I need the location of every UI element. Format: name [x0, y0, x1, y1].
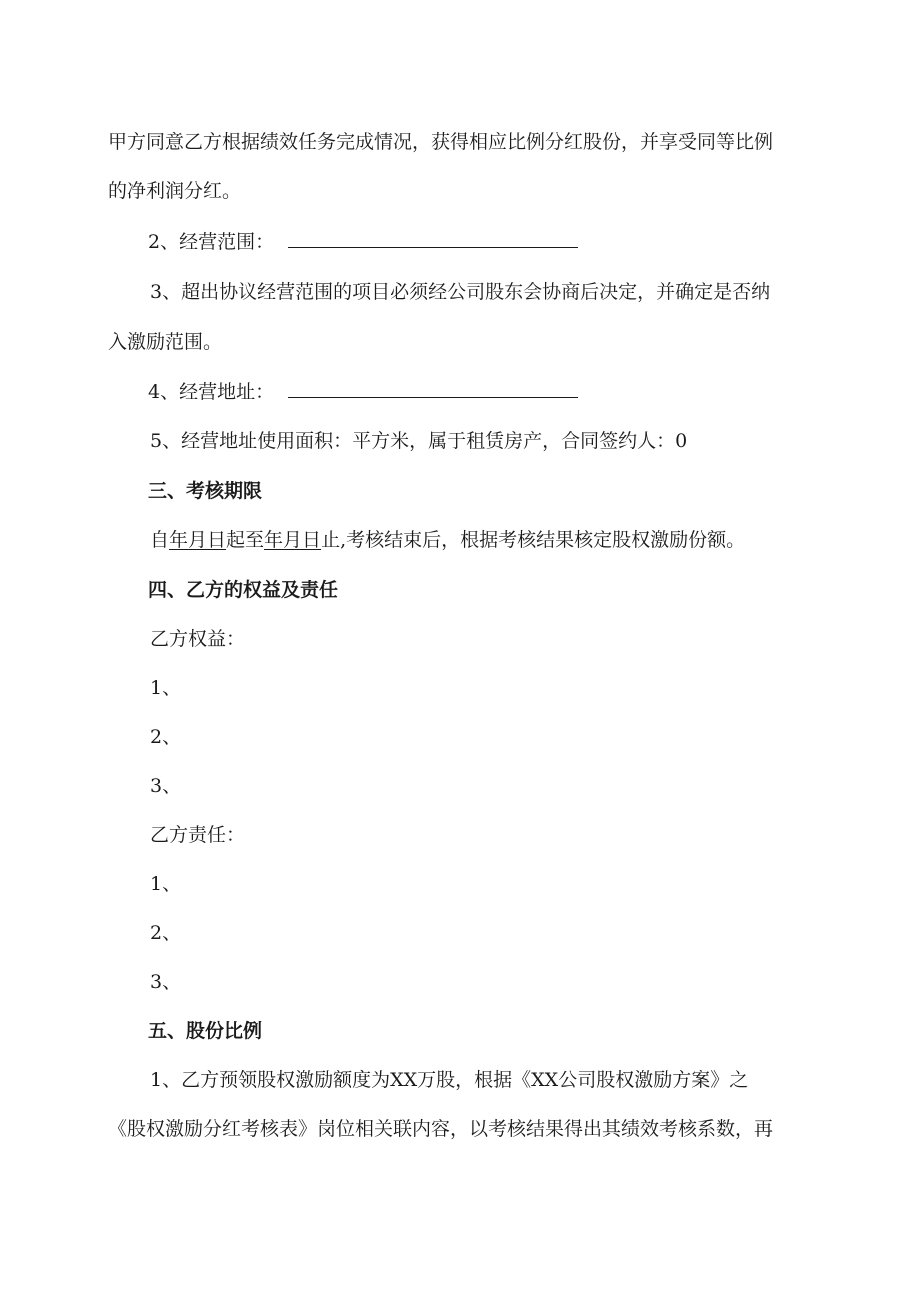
start-date-blank: 年月日 — [169, 529, 227, 551]
business-address-item — [148, 380, 578, 404]
list-item: 3、 — [150, 971, 182, 993]
text-fragment: 自 — [150, 529, 170, 551]
paragraph-line: 《股权激励分红考核表》岗位相关联内容，以考核结果得出其绩效考核系数，再 — [108, 1118, 774, 1140]
paragraph-line: 的净利润分红。 — [108, 180, 242, 202]
text-fragment: 止,考核结束后，根据考核结果核定股权激励份额。 — [321, 529, 746, 551]
text-fragment: 起至 — [226, 529, 265, 551]
assessment-period-text — [150, 528, 745, 552]
business-address-label: 4、经营地址： — [148, 381, 275, 403]
list-item: 1、 — [150, 677, 182, 699]
paragraph-line: 入激励范围。 — [108, 331, 223, 353]
list-item: 3、 — [150, 775, 182, 797]
end-date-blank: 年月日 — [264, 529, 322, 551]
list-item: 1、 — [150, 873, 182, 895]
section-heading: 四、乙方的权益及责任 — [148, 579, 339, 601]
paragraph-line: 5、经营地址使用面积：平方米，属于租赁房产，合同签约人：0 — [150, 430, 688, 452]
paragraph-line: 3、超出协议经营范围的项目必须经公司股东会协商后决定，并确定是否纳 — [150, 281, 771, 303]
paragraph-line: 甲方同意乙方根据绩效任务完成情况，获得相应比例分红股份，并享受同等比例 — [108, 131, 774, 153]
section-heading: 五、股份比例 — [148, 1020, 263, 1042]
business-scope-blank — [288, 231, 578, 248]
list-item: 2、 — [150, 922, 182, 944]
section-heading: 三、考核期限 — [148, 480, 263, 502]
business-scope-label: 2、经营范围： — [148, 231, 275, 253]
paragraph-line: 1、乙方预领股权激励额度为XX万股，根据《XX公司股权激励方案》之 — [150, 1069, 749, 1091]
list-item: 2、 — [150, 726, 182, 748]
rights-label: 乙方权益： — [150, 628, 246, 650]
duties-label: 乙方责任： — [150, 824, 246, 846]
business-address-blank — [288, 381, 578, 398]
business-scope-item — [148, 230, 578, 254]
